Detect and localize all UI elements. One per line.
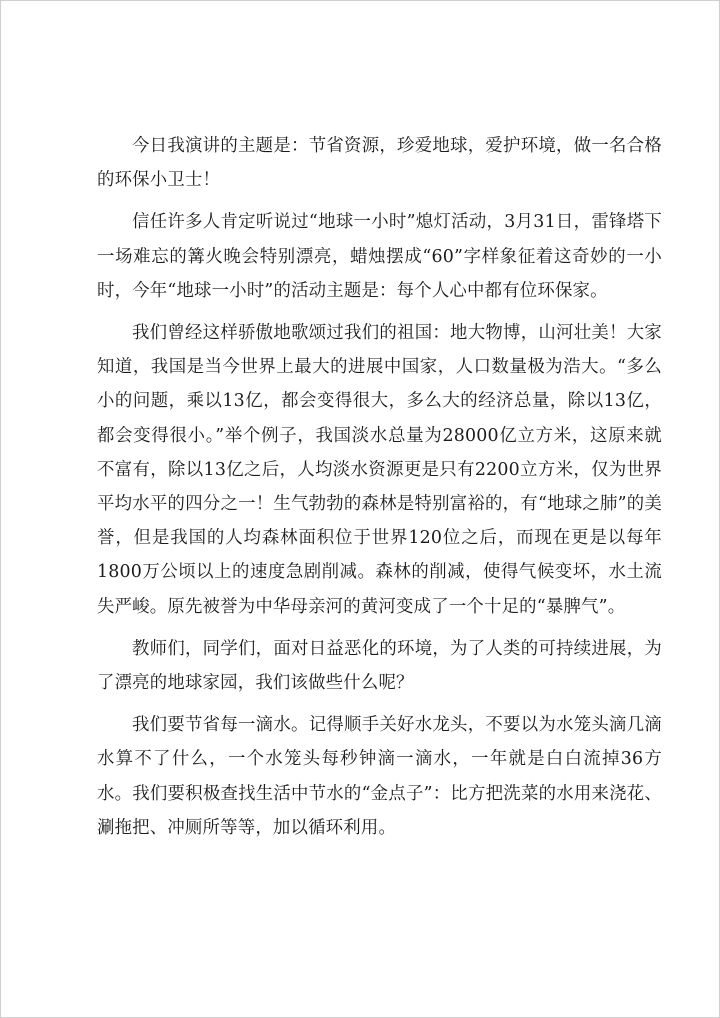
paragraph-question: 教师们，同学们，面对日益恶化的环境，为了人类的可持续进展，为了漂亮的地球家园，我们该做些什么呢？ — [97, 638, 662, 694]
paragraph-save-water: 我们要节省每一滴水。记得顺手关好水龙头，不要以为水笼头滴几滴水算不了什么，一个水笼头每秒钟滴一滴水，一年就是白白流掉36方水。我们要积极查找生活中节水的“金点子”：比方把洗菜的水用来浇花、涮拖把、冲厕所等等，加以循环利用。 — [97, 715, 662, 838]
document-body — [97, 129, 662, 853]
paragraph-earth-hour: 信任许多人肯定听说过“地球一小时”熄灯活动，3月31日，雷锋塔下一场难忘的篝火晚会特别漂亮，蜡烛摆成“60”字样象征着这奇妙的一小时，今年“地球一小时”的活动主题是：每个人心中都有位环保家。 — [97, 212, 662, 301]
paragraph-topic: 今日我演讲的主题是：节省资源，珍爱地球，爱护环境，做一名合格的环保小卫士！ — [97, 136, 662, 191]
paragraph-resources: 我们曾经这样骄傲地歌颂过我们的祖国：地大物博，山河壮美！大家知道，我国是当今世界上最大的进展中国家，人口数量极为浩大。“多么小的问题，乘以13亿，都会变得很大，多么大的经济总量，除以13亿，都会变得很小。”举个例子，我国淡水总量为28000亿立方米，这原来就不富有，除以13亿之后，人均淡水资源更是只有2200立方米，仅为世界平均水平的四分之一！生气勃勃的森林是特别富裕的，有“地球之肺”的美誉，但是我国的人均森林面积位于世界120位之后，而现在更是以每年1800万公顷以上的速度急剧削减。森林的削减，使得气候变坏，水土流失严峻。原先被誉为中华母亲河的黄河变成了一个十足的“暴脾气”。 — [97, 323, 662, 617]
